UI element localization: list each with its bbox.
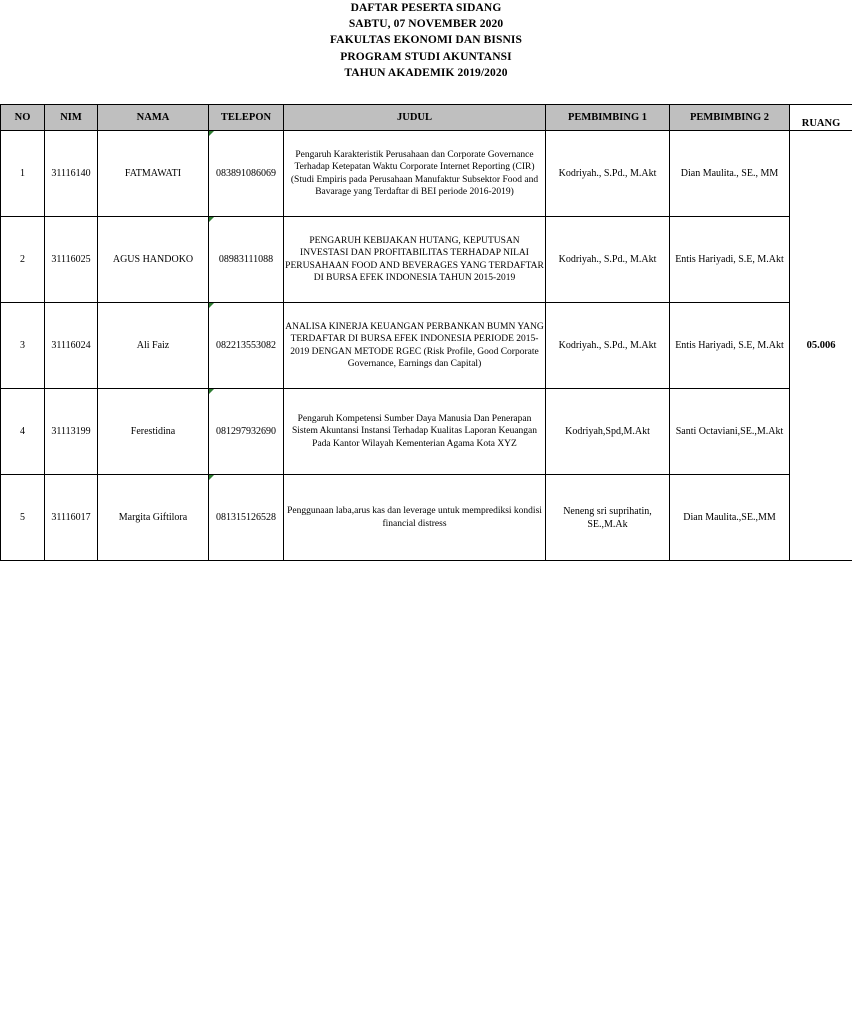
table-row bbox=[1, 475, 852, 561]
comment-indicator-icon bbox=[209, 389, 214, 394]
cell-telepon bbox=[209, 131, 284, 217]
cell-pembimbing-1: Kodriyah., S.Pd., M.Akt bbox=[546, 131, 670, 217]
header-telepon: TELEPON bbox=[209, 105, 284, 131]
title-line-3: FAKULTAS EKONOMI DAN BISNIS bbox=[330, 34, 522, 47]
cell-nama: Ali Faiz bbox=[98, 303, 209, 389]
cell-pembimbing-1: Kodriyah,Spd,M.Akt bbox=[546, 389, 670, 475]
cell-ruang: 05.006 bbox=[790, 131, 852, 561]
cell-nim: 31116017 bbox=[45, 475, 98, 561]
telepon-text: 083891086069 bbox=[216, 168, 276, 179]
header-judul: JUDUL bbox=[284, 105, 546, 131]
cell-nim: 31113199 bbox=[45, 389, 98, 475]
telepon-text: 082213553082 bbox=[216, 340, 276, 351]
title-line-5: TAHUN AKADEMIK 2019/2020 bbox=[344, 66, 508, 79]
cell-judul: Penggunaan laba,arus kas dan leverage untuk memprediksi kondisi financial distress bbox=[284, 475, 546, 561]
comment-indicator-icon bbox=[209, 475, 214, 480]
cell-no: 1 bbox=[1, 131, 45, 217]
cell-judul: Pengaruh Kompetensi Sumber Daya Manusia Dan Penerapan Sistem Akuntansi Instansi Terhadap Kualitas Laporan Keuangan Pada Kantor Wilayah Kementerian Agama Kota XYZ bbox=[284, 389, 546, 475]
cell-telepon bbox=[209, 475, 284, 561]
cell-nim: 31116140 bbox=[45, 131, 98, 217]
comment-indicator-icon bbox=[209, 303, 214, 308]
comment-indicator-icon bbox=[209, 131, 214, 136]
header-nim: NIM bbox=[45, 105, 98, 131]
cell-judul: Pengaruh Karakteristik Perusahaan dan Corporate Governance Terhadap Ketepatan Waktu Corporate Internet Reporting (CIR) (Studi Empiris pada Perusahaan Manufaktur Subsektor Food and Bavarage yang Terdaftar di BEI periode 2016-2019) bbox=[284, 131, 546, 217]
cell-no: 2 bbox=[1, 217, 45, 303]
telepon-text: 081315126528 bbox=[216, 512, 276, 523]
table-row bbox=[1, 217, 852, 303]
participant-table bbox=[0, 104, 852, 561]
cell-judul: PENGARUH KEBIJAKAN HUTANG, KEPUTUSAN INVESTASI DAN PROFITABILITAS TERHADAP NILAI PERUSAHAAN FOOD AND BEVERAGES YANG TERDAFTAR DI BURSA EFEK INDONESIA TAHUN 2015-2019 bbox=[284, 217, 546, 303]
cell-no: 5 bbox=[1, 475, 45, 561]
title-line-1: DAFTAR PESERTA SIDANG bbox=[350, 2, 502, 14]
table-header-row bbox=[1, 105, 852, 131]
cell-pembimbing-2: Santi Octaviani,SE.,M.Akt bbox=[670, 389, 790, 475]
cell-pembimbing-1: Kodriyah., S.Pd., M.Akt bbox=[546, 303, 670, 389]
telepon-text: 08983111088 bbox=[218, 254, 274, 265]
comment-indicator-icon bbox=[209, 217, 214, 222]
cell-pembimbing-1: Kodriyah., S.Pd., M.Akt bbox=[546, 217, 670, 303]
header-no: NO bbox=[1, 105, 45, 131]
cell-pembimbing-1: Neneng sri suprihatin, SE.,M.Ak bbox=[546, 475, 670, 561]
cell-nama: Margita Giftilora bbox=[98, 475, 209, 561]
cell-telepon bbox=[209, 303, 284, 389]
header-ruang: RUANG bbox=[790, 105, 852, 131]
cell-telepon bbox=[209, 217, 284, 303]
title-line-2: SABTU, 07 NOVEMBER 2020 bbox=[348, 18, 504, 31]
cell-pembimbing-2: Entis Hariyadi, S.E, M.Akt bbox=[670, 303, 790, 389]
table-row bbox=[1, 303, 852, 389]
cell-nama: Ferestidina bbox=[98, 389, 209, 475]
header-nama: NAMA bbox=[98, 105, 209, 131]
cell-nama: AGUS HANDOKO bbox=[98, 217, 209, 303]
document-title-block bbox=[0, 0, 852, 81]
cell-pembimbing-2: Dian Maulita.,SE.,MM bbox=[670, 475, 790, 561]
cell-judul: ANALISA KINERJA KEUANGAN PERBANKAN BUMN YANG TERDAFTAR DI BURSA EFEK INDONESIA PERIODE 2015-2019 DENGAN METODE RGEC (Risk Profile, Good Corporate Governance, Earnings dan Capital) bbox=[284, 303, 546, 389]
cell-nim: 31116024 bbox=[45, 303, 98, 389]
header-pembimbing-2: PEMBIMBING 2 bbox=[670, 105, 790, 131]
cell-no: 4 bbox=[1, 389, 45, 475]
cell-nama: FATMAWATI bbox=[98, 131, 209, 217]
cell-pembimbing-2: Dian Maulita., SE., MM bbox=[670, 131, 790, 217]
cell-telepon bbox=[209, 389, 284, 475]
cell-nim: 31116025 bbox=[45, 217, 98, 303]
header-pembimbing-1: PEMBIMBING 1 bbox=[546, 105, 670, 131]
title-line-4: PROGRAM STUDI AKUNTANSI bbox=[340, 50, 512, 63]
cell-pembimbing-2: Entis Hariyadi, S.E, M.Akt bbox=[670, 217, 790, 303]
table-row bbox=[1, 131, 852, 217]
telepon-text: 081297932690 bbox=[216, 426, 276, 437]
cell-no: 3 bbox=[1, 303, 45, 389]
table-row bbox=[1, 389, 852, 475]
